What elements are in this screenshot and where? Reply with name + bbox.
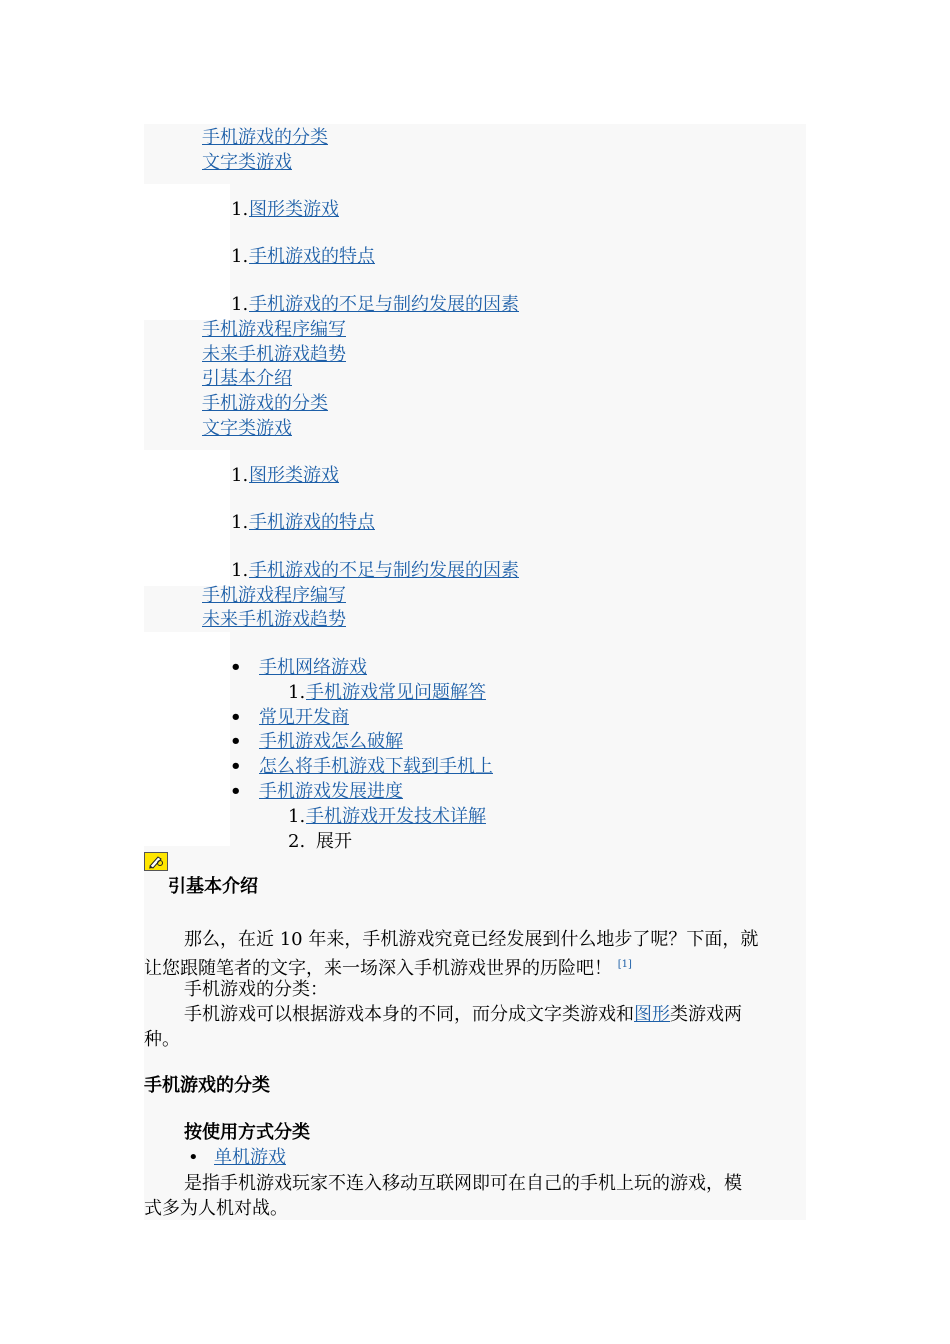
paragraph <box>144 977 806 1002</box>
paragraph <box>144 1196 806 1221</box>
toc-subitem[interactable]: 手机游戏的特点 <box>249 246 375 267</box>
toc-item[interactable]: 手机游戏的分类 <box>202 393 328 414</box>
list-number: 1. <box>231 294 249 315</box>
bullet: • <box>188 1147 199 1168</box>
list-number: 1. <box>288 806 306 827</box>
list-number: 1. <box>231 512 249 533</box>
paragraph <box>144 1027 806 1052</box>
toc-subitem[interactable]: 图形类游戏 <box>249 199 339 220</box>
bullet: • <box>230 707 242 728</box>
content-panel <box>144 124 806 1220</box>
toc-bullet-item[interactable]: 手机游戏发展进度 <box>259 781 403 802</box>
list-number: 2. <box>288 831 306 852</box>
paragraph-text: 手机游戏的分类： <box>184 979 328 1000</box>
toc-subitem[interactable]: 手机游戏常见问题解答 <box>306 682 486 703</box>
subsection-heading: 按使用方式分类 <box>184 1122 310 1143</box>
bullet: • <box>230 781 242 802</box>
toc-item[interactable]: 手机游戏程序编写 <box>202 585 346 606</box>
paragraph <box>144 1002 806 1027</box>
category-link[interactable]: 单机游戏 <box>214 1147 286 1168</box>
paragraph <box>144 927 806 952</box>
toc-item[interactable]: 未来手机游戏趋势 <box>202 344 346 365</box>
bullet: • <box>230 657 242 678</box>
toc-item[interactable]: 文字类游戏 <box>202 152 292 173</box>
toc-item[interactable]: 引基本介绍 <box>202 368 292 389</box>
paragraph-text: 让您跟随笔者的文字，来一场深入手机游戏世界的历险吧！ <box>144 958 612 979</box>
paragraph-text: 种。 <box>144 1029 180 1050</box>
toc-bullet-item[interactable]: 手机游戏怎么破解 <box>259 731 403 752</box>
toc-subitem[interactable]: 手机游戏开发技术详解 <box>306 806 486 827</box>
bullet: • <box>230 731 242 752</box>
inline-link[interactable]: 图形 <box>634 1004 670 1025</box>
section-heading: 引基本介绍 <box>168 876 258 897</box>
paragraph-text: 类游戏两 <box>670 1004 742 1025</box>
list-number: 1. <box>231 465 249 486</box>
list-number: 1. <box>288 682 306 703</box>
list-number: 1. <box>231 560 249 581</box>
paragraph <box>144 1171 806 1196</box>
toc-subitem[interactable]: 手机游戏的不足与制约发展的因素 <box>249 560 519 581</box>
paragraph-text: 那么，在近 10 年来，手机游戏究竟已经发展到什么地步了呢？下面，就 <box>184 929 759 950</box>
toc-item[interactable]: 手机游戏的分类 <box>202 127 328 148</box>
paragraph-text: 式多为人机对战。 <box>144 1198 288 1219</box>
toc-item[interactable]: 手机游戏程序编写 <box>202 319 346 340</box>
section-heading: 手机游戏的分类 <box>144 1075 270 1096</box>
toc-subitem[interactable]: 图形类游戏 <box>249 465 339 486</box>
edit-pencil-icon[interactable] <box>144 852 168 871</box>
toc-item[interactable]: 未来手机游戏趋势 <box>202 609 346 630</box>
toc-subitem[interactable]: 手机游戏的特点 <box>249 512 375 533</box>
toc-bullet-item[interactable]: 怎么将手机游戏下载到手机上 <box>259 756 493 777</box>
toc-bullet-item[interactable]: 常见开发商 <box>259 707 349 728</box>
paragraph-text: 是指手机游戏玩家不连入移动互联网即可在自己的手机上玩的游戏，模 <box>184 1173 742 1194</box>
panel-indent <box>144 450 230 586</box>
paragraph-text: 手机游戏可以根据游戏本身的不同，而分成文字类游戏和 <box>184 1004 634 1025</box>
panel-indent <box>144 632 230 846</box>
reference-link[interactable]: [1] <box>617 959 632 970</box>
toc-bullet-item[interactable]: 手机网络游戏 <box>259 657 367 678</box>
list-number: 1. <box>231 246 249 267</box>
bullet: • <box>230 756 242 777</box>
toc-item[interactable]: 文字类游戏 <box>202 418 292 439</box>
edit-pencil-icon <box>147 855 165 869</box>
toc-subitem[interactable]: 手机游戏的不足与制约发展的因素 <box>249 294 519 315</box>
expand-toggle[interactable]: 展开 <box>316 831 352 852</box>
panel-indent <box>144 184 230 320</box>
list-number: 1. <box>231 199 249 220</box>
